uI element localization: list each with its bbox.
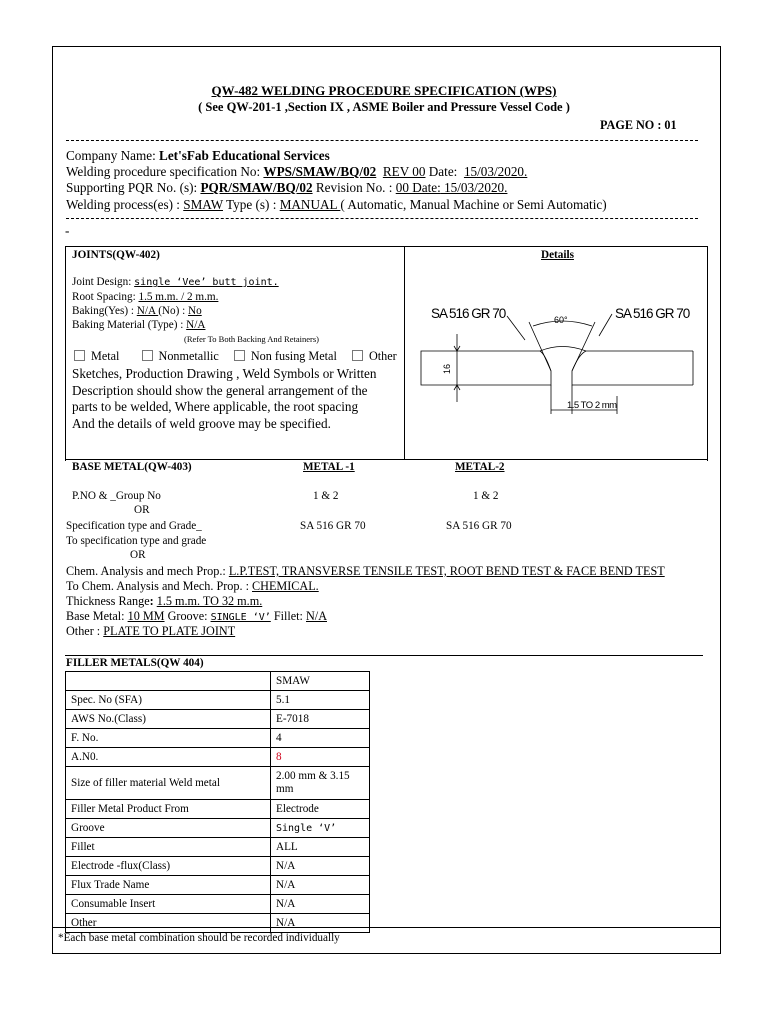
description-line: parts to be welded, Where applicable, the root spacing: [72, 399, 359, 414]
joint-design-label: Joint Design:: [72, 276, 135, 288]
details-heading: Details: [541, 249, 574, 261]
right-plate: [572, 351, 693, 385]
joint-sketch: [405, 262, 705, 458]
root-gap-label: 1.5 TO 2 mm: [567, 400, 617, 411]
table-row: [66, 691, 370, 710]
row-label: Spec. No (SFA): [66, 691, 271, 710]
company-name-label: Company Name:: [66, 148, 160, 163]
divider: [66, 140, 698, 141]
row-value: N/A: [271, 895, 370, 914]
to-spec-label: To specification type and grade: [66, 535, 207, 547]
thickness-label: Thickness Range: [66, 594, 150, 608]
joints-heading: JOINTS(QW-402): [72, 249, 160, 261]
process-line: [66, 197, 607, 213]
thickness-colon: :: [149, 594, 157, 608]
metal1-heading: METAL -1: [303, 461, 355, 473]
row-value: 4: [271, 729, 370, 748]
checkbox-icon: [234, 350, 245, 361]
table-header-row: [66, 672, 370, 691]
groove-value: SINGLE ‘V’: [210, 612, 271, 623]
spec-metal1: SA 516 GR 70: [300, 520, 366, 532]
wps-date: 15/03/2020.: [463, 164, 528, 179]
table-row: [66, 876, 370, 895]
row-label: Electrode -flux(Class): [66, 857, 271, 876]
row-value: E-7018: [271, 710, 370, 729]
root-spacing-label: Root Spacing:: [72, 291, 139, 303]
base-label: Base Metal:: [66, 609, 128, 623]
footer-note: *Each base metal combination should be recorded individually: [58, 932, 340, 944]
process-value: SMAW: [183, 197, 223, 212]
to-chem-value: CHEMICAL.: [252, 579, 319, 593]
backing-options: [74, 349, 397, 364]
wps-label: Welding procedure specification No:: [66, 164, 264, 179]
pqr-line: [66, 180, 507, 196]
joints-bottom-line: [65, 459, 707, 460]
checkbox-metal[interactable]: [74, 349, 119, 363]
wps-rev: REV 00: [382, 164, 426, 179]
baking-no-label: (No) :: [158, 305, 189, 317]
row-label: Size of filler material Weld metal: [66, 767, 271, 800]
row-value: 8: [271, 748, 370, 767]
right-material-label: SA 516 GR 70: [615, 306, 690, 321]
table-row: [66, 748, 370, 767]
description-line: And the details of weld groove may be specified.: [72, 415, 331, 431]
footer-line: [53, 927, 720, 928]
metal2-heading: METAL-2: [455, 461, 505, 473]
company-name-value: Let'sFab Educational Services: [159, 148, 330, 163]
checkbox-other[interactable]: [352, 349, 397, 363]
thickness-range-line: [66, 594, 262, 609]
baking-no-value: No: [188, 305, 202, 317]
pqr-rev-label: Revision No. :: [312, 180, 396, 195]
pno-label: P.NO & _Group No: [72, 490, 161, 502]
row-value: N/A: [271, 876, 370, 895]
thickness-value: 1.5 m.m. TO 32 m.m.: [156, 594, 263, 608]
checkbox-nonmetallic[interactable]: [142, 349, 219, 363]
groove-angle-label: 60°: [554, 315, 568, 325]
type-note: ( Automatic, Manual Machine or Semi Automatic): [340, 197, 607, 212]
pno-metal2: 1 & 2: [473, 490, 499, 502]
checkbox-non-fusing-metal[interactable]: [234, 349, 337, 363]
row-label: F. No.: [66, 729, 271, 748]
option-label: Other: [368, 349, 397, 363]
other-label: Other :: [66, 624, 104, 638]
spec-label: Specification type and Grade_: [66, 520, 202, 532]
pqr-date: 15/03/2020.: [440, 180, 508, 195]
table-row: [66, 729, 370, 748]
document-title: QW-482 WELDING PROCEDURE SPECIFICATION (WPS): [211, 83, 557, 98]
document-subtitle: ( See QW-201-1 ,Section IX , ASME Boiler and Pressure Vessel Code ): [198, 100, 570, 114]
description-line: Sketches, Production Drawing , Weld Symbols or Written: [72, 366, 377, 381]
row-value: N/A: [271, 857, 370, 876]
row-value: Electrode: [271, 800, 370, 819]
chem-value: L.P.TEST, TRANSVERSE TENSILE TEST, ROOT BEND TEST & FACE BEND TEST: [228, 564, 665, 578]
groove-label: Groove:: [164, 609, 211, 623]
table-row: [66, 857, 370, 876]
table-row: [66, 819, 370, 838]
checkbox-icon: [352, 350, 363, 361]
spec-metal2: SA 516 GR 70: [446, 520, 512, 532]
baking-material-value: N/A: [186, 319, 206, 331]
description-line: Description should show the general arrangement of the: [72, 382, 368, 398]
baking-yes-value: N/A: [136, 305, 159, 317]
row-label: Consumable Insert: [66, 895, 271, 914]
root-spacing-line: [72, 291, 218, 303]
pqr-number: PQR/SMAW/BQ/02: [200, 180, 313, 195]
stray-dash: -: [65, 223, 70, 238]
option-label: Nonmetallic: [158, 349, 219, 363]
row-label: Flux Trade Name: [66, 876, 271, 895]
option-label: Metal: [91, 349, 120, 363]
divider: [66, 218, 698, 219]
row-value: N/A: [271, 914, 370, 933]
table-row: [66, 767, 370, 800]
checkbox-icon: [74, 350, 85, 361]
left-plate: [421, 351, 551, 385]
chem-label: Chem. Analysis and mech Prop.:: [66, 564, 229, 578]
joint-description: [72, 366, 377, 432]
row-label: Groove: [66, 819, 271, 838]
to-chem-label: To Chem. Analysis and Mech. Prop. :: [66, 579, 253, 593]
wps-number: WPS/SMAW/BQ/02: [263, 164, 377, 179]
base-metal-heading: BASE METAL(QW-403): [72, 461, 192, 473]
table-row: [66, 914, 370, 933]
refer-note: (Refer To Both Backing And Retainers): [184, 334, 319, 344]
wps-date-label: Date:: [428, 164, 461, 179]
to-chem-line: [66, 579, 319, 594]
baking-material-label: Baking Material (Type) :: [72, 319, 187, 331]
baking-yes-label: Baking(Yes) :: [72, 305, 137, 317]
checkbox-icon: [142, 350, 153, 361]
or-label: OR: [134, 504, 150, 516]
baking-material-line: [72, 319, 205, 331]
process-label: Welding process(es) :: [66, 197, 184, 212]
page-number: PAGE NO : 01: [600, 118, 677, 132]
row-label: Other: [66, 914, 271, 933]
root-spacing-value: 1.5 m.m. / 2 m.m.: [138, 291, 219, 303]
other-line: [66, 624, 235, 639]
row-label: Filler Metal Product From: [66, 800, 271, 819]
type-label: Type (s) :: [222, 197, 280, 212]
joint-design-line: [72, 276, 279, 288]
row-label: Fillet: [66, 838, 271, 857]
table-row: [66, 710, 370, 729]
table-row: [66, 895, 370, 914]
thickness-label: 16: [442, 363, 452, 374]
joint-design-value: single ‘Vee’ butt joint.: [134, 277, 279, 288]
filler-top-line: [65, 655, 703, 656]
or-label: OR: [130, 549, 146, 561]
wps-number-line: [66, 164, 527, 180]
fillet-label: Fillet:: [270, 609, 306, 623]
weld-bead: [540, 347, 586, 352]
pqr-label: Supporting PQR No. (s):: [66, 180, 201, 195]
table-row: [66, 800, 370, 819]
other-value: PLATE TO PLATE JOINT: [103, 624, 236, 638]
option-label: Non fusing Metal: [250, 349, 337, 363]
chem-analysis-line: [66, 564, 665, 579]
row-label: A.N0.: [66, 748, 271, 767]
pqr-rev: 00 Date:: [395, 180, 441, 195]
baking-line: [72, 305, 202, 317]
row-value: Single ‘V’: [271, 819, 370, 838]
table-row: [66, 838, 370, 857]
fillet-value: N/A: [306, 609, 327, 623]
filler-table: [65, 671, 370, 933]
company-name-line: [66, 148, 330, 164]
type-value: MANUAL: [279, 197, 341, 212]
column-header: SMAW: [271, 672, 370, 691]
base-metal-line: [66, 609, 327, 624]
pno-metal1: 1 & 2: [313, 490, 339, 502]
row-value: 5.1: [271, 691, 370, 710]
base-value: 10 MM: [127, 609, 165, 623]
row-value: 2.00 mm & 3.15 mm: [271, 767, 370, 800]
row-label: AWS No.(Class): [66, 710, 271, 729]
filler-heading: FILLER METALS(QW 404): [66, 657, 204, 669]
table-cell: [66, 672, 271, 691]
row-value: ALL: [271, 838, 370, 857]
left-material-label: SA 516 GR 70: [431, 306, 506, 321]
